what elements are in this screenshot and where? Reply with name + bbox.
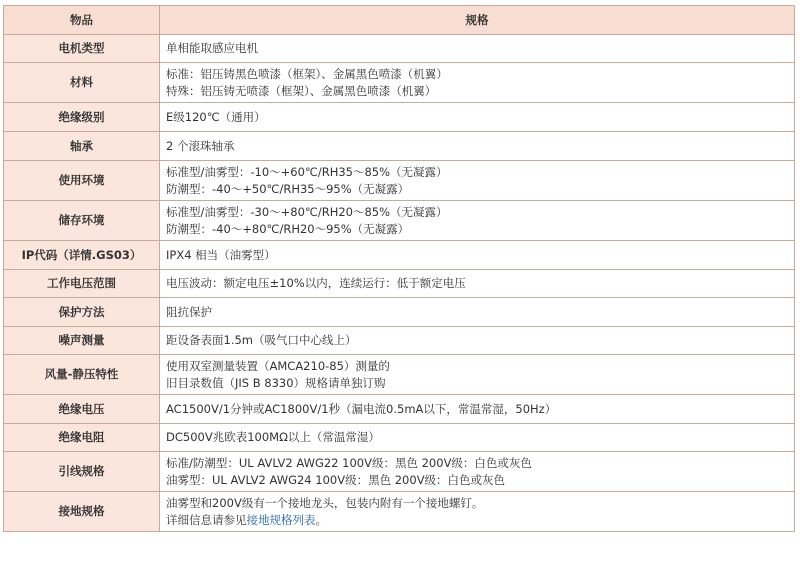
header-item: 物品 xyxy=(4,6,160,35)
value-line: E级120℃（通用） xyxy=(166,109,266,124)
ground-spec-link[interactable]: 接地规格列表 xyxy=(246,512,316,527)
row-label: 电机类型 xyxy=(4,35,160,63)
row-label: 工作电压范围 xyxy=(4,270,160,298)
value-line: 防潮型：-40～+80℃/RH20～95%（无凝露） xyxy=(166,221,410,236)
row-label: 储存环境 xyxy=(4,201,160,241)
detail-suffix: 。 xyxy=(315,512,327,527)
row-label: 轴承 xyxy=(4,132,160,161)
value-line: 阻抗保护 xyxy=(166,304,212,319)
table-row xyxy=(4,270,795,298)
row-value xyxy=(160,452,795,492)
row-value xyxy=(160,63,795,103)
table-row xyxy=(4,327,795,355)
table-row xyxy=(4,241,795,270)
row-label: 材料 xyxy=(4,63,160,103)
row-value xyxy=(160,241,795,270)
value-line: 油雾型和200V级有一个接地龙头，包装内附有一个接地螺钉。 xyxy=(166,495,484,510)
value-line: 防潮型：-40～+50℃/RH35～95%（无凝露） xyxy=(166,181,410,196)
table-row xyxy=(4,355,795,395)
value-line: 旧目录数值（JIS B 8330）规格请单独订购 xyxy=(166,375,386,390)
row-value xyxy=(160,103,795,132)
value-line: 标准：铝压铸黑色喷漆（框架）、金属黑色喷漆（机翼） xyxy=(166,66,448,81)
value-line: 2 个滚珠轴承 xyxy=(166,138,235,153)
value-line: 特殊：铝压铸无喷漆（框架）、金属黑色喷漆（机翼） xyxy=(166,83,437,98)
value-line: 电压波动：额定电压±10%以内，连续运行：低于额定电压 xyxy=(166,276,466,290)
value-line: 标准型/油雾型：-10～+60℃/RH35～85%（无凝露） xyxy=(166,164,448,179)
value-line: 油雾型：UL AVLV2 AWG24 100V级：黑色 200V级：白色或灰色 xyxy=(166,472,506,487)
value-line: IPX4 相当（油雾型） xyxy=(166,247,276,262)
value-line: 距设备表面1.5m（吸气口中心线上） xyxy=(166,333,357,347)
row-label: 引线规格 xyxy=(4,452,160,492)
value-line: 使用双室测量装置（AMCA210-85）测量的 xyxy=(166,358,390,373)
row-value xyxy=(160,35,795,63)
row-value xyxy=(160,298,795,327)
detail-prefix: 详细信息请参见 xyxy=(166,512,247,527)
row-label: 绝缘电阻 xyxy=(4,424,160,452)
value-line: 单相能取感应电机 xyxy=(166,41,258,55)
value-line xyxy=(166,512,788,529)
row-label: 风量-静压特性 xyxy=(4,355,160,395)
row-value xyxy=(160,424,795,452)
table-row xyxy=(4,161,795,201)
table-row xyxy=(4,395,795,424)
value-line: AC1500V/1分钟或AC1800V/1秒（漏电流0.5mA以下，常温常湿，50Hz） xyxy=(166,401,557,416)
header-spec: 规格 xyxy=(160,6,795,35)
table-row xyxy=(4,35,795,63)
table-row xyxy=(4,63,795,103)
row-value xyxy=(160,492,795,532)
row-value xyxy=(160,132,795,161)
row-value xyxy=(160,270,795,298)
row-label: IP代码（详情.GS03） xyxy=(4,241,160,270)
row-label: 绝缘级别 xyxy=(4,103,160,132)
table-row xyxy=(4,201,795,241)
table-row xyxy=(4,424,795,452)
value-line: DC500V兆欧表100MΩ以上（常温常湿） xyxy=(166,430,380,444)
value-line: 标准型/油雾型：-30～+80℃/RH20～85%（无凝露） xyxy=(166,204,448,219)
table-row xyxy=(4,452,795,492)
table-row xyxy=(4,132,795,161)
table-row xyxy=(4,103,795,132)
row-value xyxy=(160,395,795,424)
row-value xyxy=(160,327,795,355)
row-label: 噪声测量 xyxy=(4,327,160,355)
spec-table xyxy=(3,5,795,532)
value-line: 标准/防潮型：UL AVLV2 AWG22 100V级：黑色 200V级：白色或灰色 xyxy=(166,455,532,470)
table-row xyxy=(4,492,795,532)
row-label: 保护方法 xyxy=(4,298,160,327)
row-label: 接地规格 xyxy=(4,492,160,532)
row-label: 绝缘电压 xyxy=(4,395,160,424)
header-row xyxy=(4,6,795,35)
row-value xyxy=(160,355,795,395)
table-row xyxy=(4,298,795,327)
row-label: 使用环境 xyxy=(4,161,160,201)
row-value xyxy=(160,161,795,201)
row-value xyxy=(160,201,795,241)
